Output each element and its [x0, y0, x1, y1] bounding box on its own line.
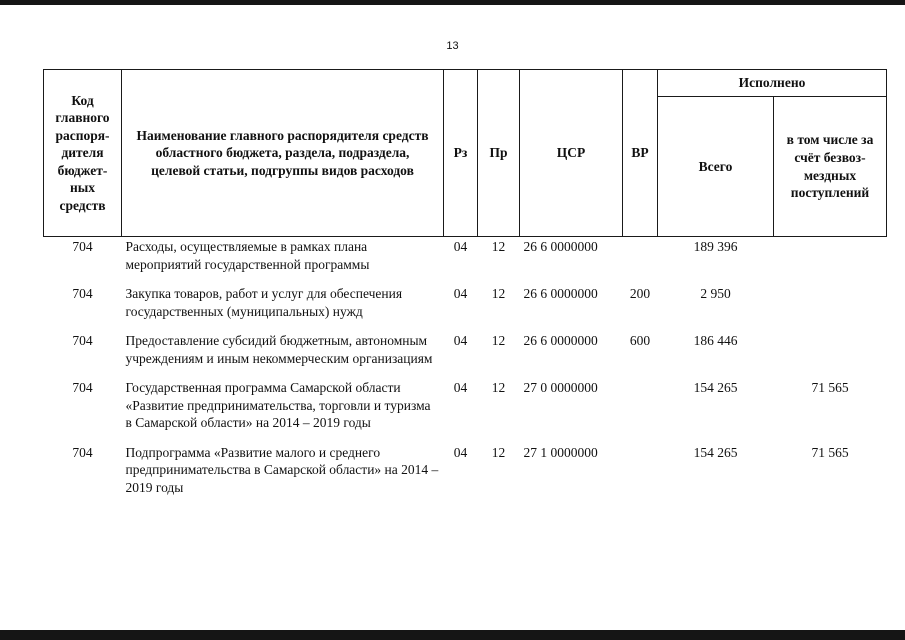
cell-vr	[623, 237, 658, 286]
scan-edge-top	[0, 0, 905, 5]
cell-pr: 12	[491, 286, 506, 302]
cell-gratuitous	[774, 237, 887, 286]
header-executed: Исполнено	[658, 70, 887, 97]
table-row	[44, 332, 887, 379]
cell-csr: 26 6 0000000	[523, 333, 598, 349]
cell-code: 704	[72, 333, 93, 349]
budget-table	[43, 69, 887, 509]
page-number: 13	[446, 40, 459, 52]
cell-code: 704	[72, 286, 93, 302]
cell-vr	[623, 444, 658, 509]
header-code: Код главного распоря-дителя бюджет-ных средств	[44, 70, 122, 237]
cell-code: 704	[72, 444, 93, 460]
cell-vr	[623, 379, 658, 444]
table-row	[44, 444, 887, 509]
cell-code: 704	[72, 239, 93, 254]
cell-csr: 26 6 0000000	[523, 239, 598, 254]
cell-pr: 12	[491, 444, 506, 460]
cell-pr: 12	[491, 239, 506, 254]
cell-csr: 27 0 0000000	[523, 380, 598, 396]
cell-pr: 12	[491, 333, 506, 349]
cell-name: Закупка товаров, работ и услуг для обеспечения государственных (муниципальных) нужд	[125, 286, 403, 319]
cell-total: 154 265	[693, 444, 738, 460]
table-row	[44, 237, 887, 286]
header-pr: Пр	[478, 70, 520, 237]
table-row	[44, 379, 887, 444]
table-row	[44, 285, 887, 332]
cell-name: Предоставление субсидий бюджетным, автономным учреждениям и иным некоммерческим организациям	[125, 333, 433, 366]
cell-total: 186 446	[693, 333, 738, 349]
cell-name: Подпрограмма «Развитие малого и среднего предпринимательства в Самарской области» на 2014 – 2019 годы	[125, 444, 439, 496]
cell-vr: 200	[629, 286, 651, 302]
cell-csr: 26 6 0000000	[523, 286, 598, 302]
table-body	[44, 237, 887, 509]
cell-pr: 12	[491, 380, 506, 396]
cell-gratuitous	[774, 285, 887, 332]
cell-total: 2 950	[700, 286, 731, 302]
cell-rz: 04	[453, 239, 468, 254]
cell-code: 704	[72, 380, 93, 396]
header-name: Наименование главного распорядителя средств областного бюджета, раздела, подраздела, целевой статьи, подгруппы видов расходов	[122, 70, 444, 237]
cell-rz: 04	[453, 380, 468, 396]
header-vr: ВР	[623, 70, 658, 237]
cell-rz: 04	[453, 444, 468, 460]
cell-csr: 27 1 0000000	[523, 444, 598, 460]
cell-gratuitous: 71 565	[811, 380, 849, 396]
table-header	[44, 70, 887, 237]
header-csr: ЦСР	[520, 70, 623, 237]
header-gratuitous: в том числе за счёт безвоз-мездных поступлений	[774, 97, 887, 237]
cell-rz: 04	[453, 286, 468, 302]
cell-total: 189 396	[693, 239, 738, 254]
cell-vr: 600	[629, 333, 651, 349]
cell-total: 154 265	[693, 380, 738, 396]
cell-name: Государственная программа Самарской области «Развитие предпринимательства, торговли и туризма в Самарской области» на 2014 – 2019 годы	[125, 380, 431, 431]
header-rz: Рз	[444, 70, 478, 237]
cell-rz: 04	[453, 333, 468, 349]
header-total: Всего	[658, 97, 774, 237]
cell-name: Расходы, осуществляемые в рамках плана мероприятий государственной программы	[125, 239, 370, 272]
scan-edge-bottom	[0, 630, 905, 640]
cell-gratuitous	[774, 332, 887, 379]
cell-gratuitous: 71 565	[811, 444, 849, 460]
